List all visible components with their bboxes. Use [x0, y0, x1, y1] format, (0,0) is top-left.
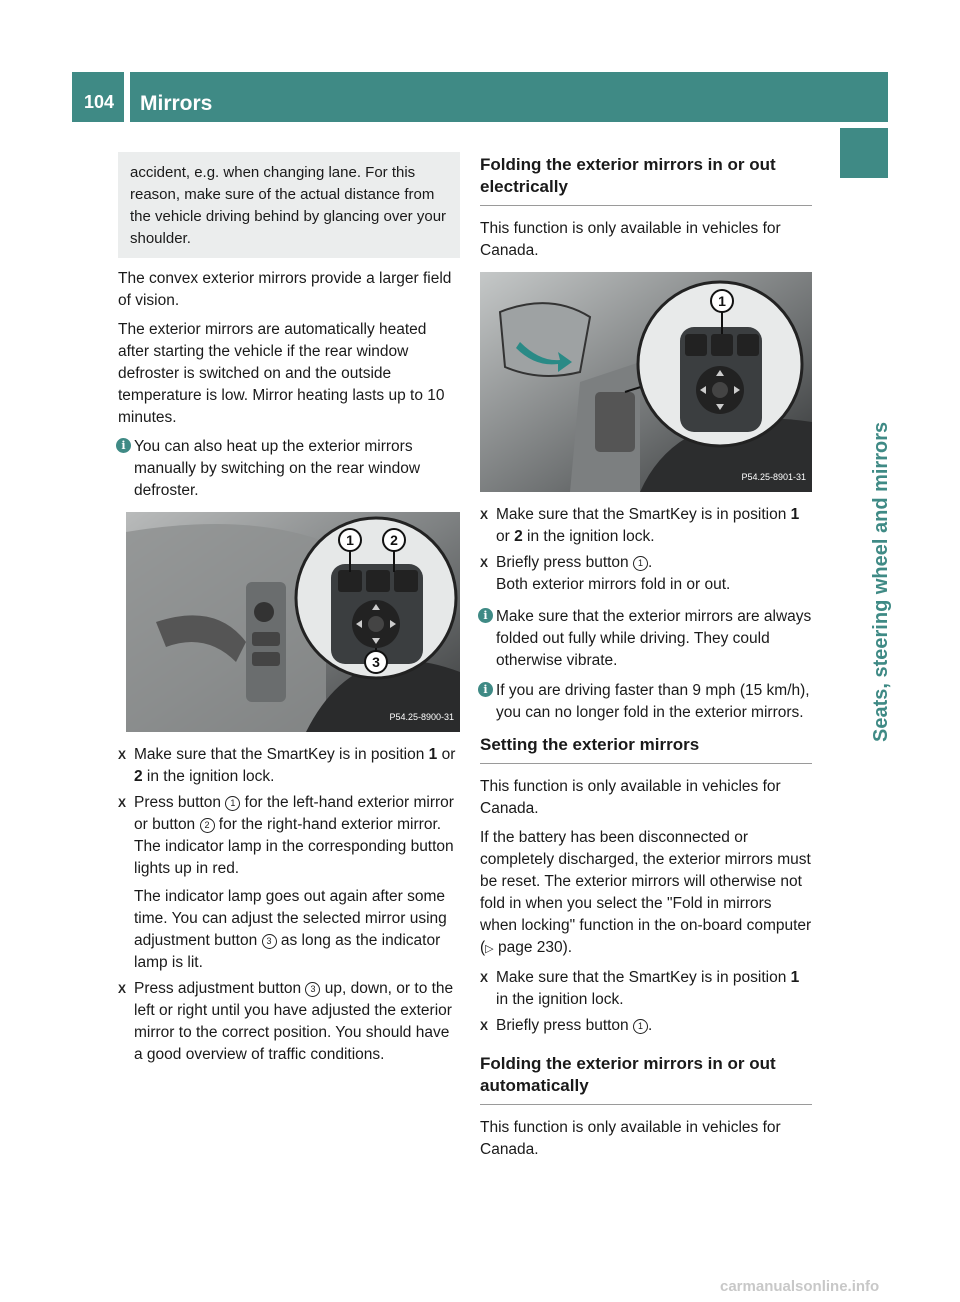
- position-1: 1: [790, 969, 800, 986]
- footer-watermark: carmanualsonline.info: [720, 1278, 880, 1295]
- mirror-fold-photo: [480, 272, 812, 492]
- step-text: for the right-hand exterior mirror.: [214, 816, 442, 833]
- step-text: .: [647, 1017, 653, 1034]
- instruction-step: [480, 967, 812, 1011]
- position-1: 1: [790, 506, 800, 523]
- section-heading: Folding the exterior mirrors in or out automatically: [480, 1053, 812, 1105]
- mirror-switch-illustration: [480, 272, 812, 492]
- paragraph: The convex exterior mirrors provide a larger field of vision.: [118, 270, 452, 309]
- page-number: 104: [84, 92, 115, 112]
- callout-3: 3: [372, 654, 380, 670]
- figure-caption: P54.25-8901-31: [741, 472, 806, 482]
- step-text: .: [647, 554, 653, 571]
- circled-3-icon: 3: [305, 982, 320, 997]
- step-text: or: [437, 746, 456, 763]
- callout-1: 1: [346, 532, 354, 548]
- position-1: 1: [428, 746, 438, 763]
- instruction-step: [118, 744, 460, 788]
- step-text: up, down, or to the left or right until you have adjusted the exterior mirror to the correct position. You should have a good overview of traffic conditions.: [134, 980, 454, 1063]
- step-text: in the ignition lock.: [496, 991, 624, 1008]
- step-text: in the ignition lock.: [522, 528, 655, 545]
- paragraph-text: If the battery has been disconnected or completely discharged, the exterior mirrors must be reset. The exterior mirrors will otherwise not fold in when you select the "Fold in mirrors when locking" function in the on-board computer (: [480, 829, 812, 956]
- info-icon: i: [478, 608, 493, 623]
- paragraph: This function is only available in vehicles for Canada.: [480, 220, 781, 259]
- circled-2-icon: 2: [200, 818, 215, 833]
- step-result: [134, 886, 460, 974]
- step-text: Briefly press button: [496, 1017, 633, 1034]
- section-title: Mirrors: [140, 92, 213, 115]
- callout-2: 2: [390, 532, 398, 548]
- position-2: 2: [514, 528, 523, 545]
- warning-note: accident, e.g. when changing lane. For this reason, make sure of the actual distance from the vehicle driving behind by glancing over your shoulder.: [118, 152, 460, 258]
- section-heading: Folding the exterior mirrors in or out electrically: [480, 154, 812, 206]
- step-text: Briefly press button: [496, 554, 633, 571]
- step-marker-icon: X: [118, 982, 127, 996]
- info-icon: i: [478, 682, 493, 697]
- step-result: Both exterior mirrors fold in or out.: [496, 576, 731, 593]
- paragraph-text: ).: [562, 939, 573, 956]
- step-marker-icon: X: [480, 1019, 489, 1033]
- info-icon: i: [116, 438, 131, 453]
- step-text: Press button: [134, 794, 226, 811]
- step-marker-icon: X: [118, 796, 127, 810]
- info-text: You can also heat up the exterior mirrors manually by switching on the rear window defroster.: [134, 438, 421, 499]
- door-panel-photo: [126, 512, 460, 732]
- info-text: If you are driving faster than 9 mph (15 km/h), you can no longer fold in the exterior mirrors.: [496, 682, 810, 721]
- section-header: [130, 72, 888, 122]
- info-note: [480, 680, 812, 724]
- instruction-step: [480, 504, 812, 548]
- sidebar-tab: [840, 128, 888, 178]
- step-text: Press adjustment button: [134, 980, 306, 997]
- step-text: The indicator lamp goes out again after some time. You can adjust the selected mirror using adjustment button: [134, 888, 447, 949]
- step-text: Make sure that the SmartKey is in position: [496, 506, 787, 523]
- step-marker-icon: X: [480, 556, 489, 570]
- step-text: Make sure that the SmartKey is in position: [134, 746, 425, 763]
- page-reference-link[interactable]: page 230: [497, 939, 563, 956]
- instruction-step: [118, 792, 460, 974]
- circled-3-icon: 3: [262, 934, 277, 949]
- paragraph: [480, 827, 812, 960]
- circled-1-icon: 1: [633, 556, 648, 571]
- step-text: Make sure that the SmartKey is in position: [496, 969, 791, 986]
- instruction-step: [118, 978, 460, 1066]
- section-heading: Setting the exterior mirrors: [480, 734, 812, 764]
- step-text: or: [496, 528, 515, 545]
- step-text: in the ignition lock.: [142, 768, 275, 785]
- sidebar-chapter-title: Seats, steering wheel and mirrors: [870, 421, 892, 742]
- circled-1-icon: 1: [633, 1019, 648, 1034]
- info-note: [118, 436, 460, 502]
- step-marker-icon: X: [118, 748, 127, 762]
- paragraph: This function is only available in vehicles for Canada.: [480, 1119, 781, 1158]
- figure-caption: P54.25-8900-31: [389, 712, 454, 722]
- page-ref-icon: ▷: [485, 943, 494, 955]
- info-note: [480, 606, 812, 672]
- right-column: [480, 154, 812, 1168]
- paragraph: The exterior mirrors are automatically heated after starting the vehicle if the rear window defroster is switched on and the outside temperature is low. Mirror heating lasts up to 10 minutes.: [118, 321, 445, 426]
- step-result: The indicator lamp in the corresponding button lights up in red.: [134, 838, 454, 877]
- circled-1-icon: 1: [225, 796, 240, 811]
- step-text: for the left-hand exterior mirror or button: [134, 794, 454, 833]
- page-number-box: [72, 72, 124, 122]
- instruction-step: [480, 1015, 812, 1037]
- left-column: [118, 152, 460, 1070]
- callout-1: 1: [718, 293, 726, 309]
- instruction-step: [480, 552, 812, 596]
- position-2: 2: [134, 768, 143, 785]
- step-marker-icon: X: [480, 508, 489, 522]
- paragraph: This function is only available in vehicles for Canada.: [480, 778, 781, 817]
- info-text: Make sure that the exterior mirrors are always folded out fully while driving. They could otherwise vibrate.: [496, 608, 812, 669]
- step-text: as long as the indicator lamp is lit.: [134, 932, 441, 971]
- door-switch-illustration: [126, 512, 460, 732]
- step-marker-icon: X: [480, 971, 489, 985]
